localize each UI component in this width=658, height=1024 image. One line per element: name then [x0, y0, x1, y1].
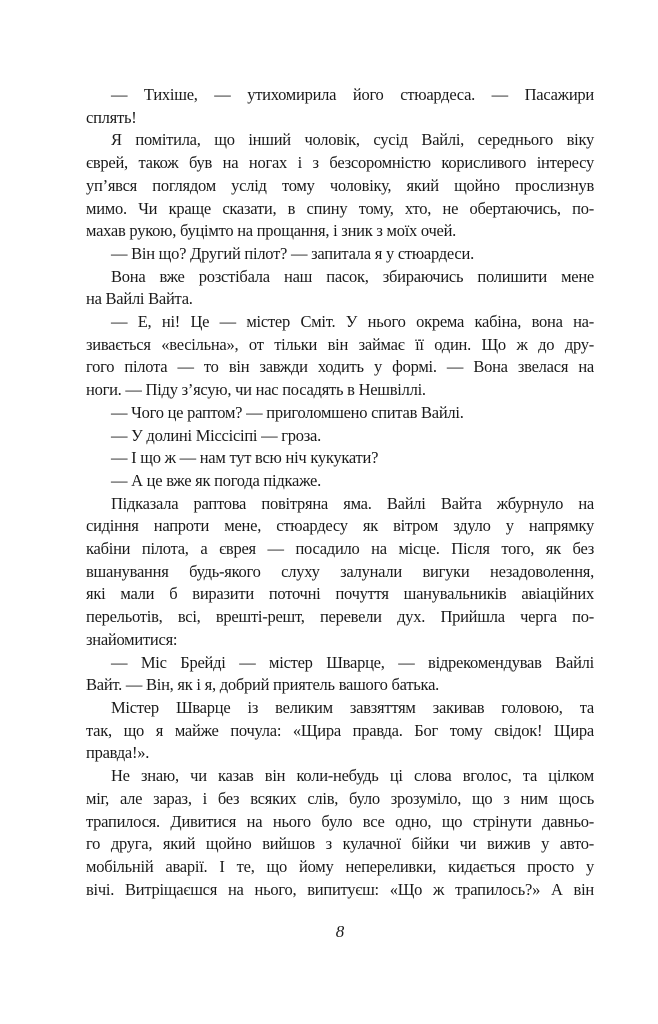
text-line: — Тихіше, — утихомирила його стюардеса. — Пасажири [111, 85, 594, 104]
text-line: го друга, який щойно вийшов з кулачної бійки чи вижив у авто- [86, 834, 594, 854]
text-line: перельотів, всі, врешті-решт, перевели дух. Прийшла черга по- [86, 607, 594, 627]
text-line: зивається «весільна», от тільки він займає її один. Що ж до дру- [86, 334, 594, 354]
page-number: 8 [335, 922, 345, 941]
text-line: сплять! [86, 107, 137, 127]
text-line: — А це вже як погода підкаже. [111, 470, 321, 490]
text-line: — У долині Міссісіпі — гроза. [111, 425, 322, 445]
text-line: — Е, ні! Це — містер Сміт. У нього окрема кабіна, вона на- [111, 312, 594, 332]
paragraph [86, 129, 594, 243]
text-line: — Він що? Другий пілот? — запитала я у стюардеси. [111, 243, 474, 263]
paragraph [86, 447, 594, 470]
text-line: Не знаю, чи казав він коли-небудь ці слова вголос, та цілком [111, 766, 594, 786]
text-line: мимо. Чи краще сказати, в спину тому, хто, не обертаючись, по- [86, 198, 594, 218]
text-line: так, що я майже почула: «Щира правда. Бог тому свідок! Щира [86, 720, 594, 740]
text-line: Підказала раптова повітряна яма. Вайлі Вайта жбурнуло на [111, 493, 594, 513]
text-line: — І що ж — нам тут всю ніч кукукати? [111, 448, 379, 468]
text-line: сидіння напроти мене, стюардесу як вітром здуло у напрямку [86, 516, 594, 536]
paragraph [86, 84, 594, 129]
text-line: єврей, також був на ногах і з безсоромністю корисливого інтересу [86, 153, 594, 173]
paragraph [86, 652, 594, 697]
text-line: вічі. Витріщаєшся на нього, випитуєш: «Що ж трапилось?» А він [86, 879, 594, 899]
text-line: мобільній аварії. І те, що йому непереливки, кидається просто у [86, 856, 594, 876]
text-line: на Вайлі Вайта. [86, 289, 193, 309]
text-line: знайомитися: [86, 629, 178, 649]
text-line: Вайт. — Він, як і я, добрий приятель вашого батька. [86, 675, 440, 695]
text-line: гого пілота — то він завжди ходить у формі. — Вона звелася на [86, 357, 594, 377]
text-line: вшанування будь-якого слуху залунали вигуки незадоволення, [86, 561, 594, 581]
paragraph [86, 470, 594, 493]
paragraph [86, 425, 594, 448]
text-block [86, 84, 594, 901]
text-line: махав рукою, буцімто на прощання, і зник з моїх очей. [86, 221, 457, 241]
paragraph [86, 493, 594, 652]
text-line: ноги. — Піду з’ясую, чи нас посадять в Нешвіллі. [86, 380, 426, 400]
text-line: — Чого це раптом? — приголомшено спитав Вайлі. [111, 402, 464, 422]
paragraph [86, 402, 594, 425]
paragraph [86, 243, 594, 266]
text-line: які мали б виразити поточні почуття шанувальників авіаційних [86, 584, 594, 604]
text-line: уп’явся поглядом услід тому чоловіку, який щойно прослизнув [86, 175, 594, 195]
text-line: Вона вже розстібала наш пасок, збираючись полишити мене [111, 266, 594, 286]
text-line: трапилося. Дивитися на нього було все одно, що стрінути давньо- [86, 811, 594, 831]
paragraph [86, 697, 594, 765]
text-line: міг, але зараз, і без всяких слів, було зрозуміло, що з ним щось [86, 788, 594, 808]
text-line: — Міс Брейді — містер Шварце, — відрекомендував Вайлі [111, 652, 594, 672]
paragraph [86, 765, 594, 901]
text-line: кабіни пілота, а єврея — посадило на місце. Після того, як без [86, 539, 594, 559]
paragraph [86, 311, 594, 402]
paragraph [86, 266, 594, 311]
text-line: Я помітила, що інший чоловік, сусід Вайлі, середнього віку [111, 130, 594, 150]
text-line: Містер Шварце із великим завзяттям закивав головою, та [111, 697, 594, 717]
text-line: правда!». [86, 743, 150, 763]
